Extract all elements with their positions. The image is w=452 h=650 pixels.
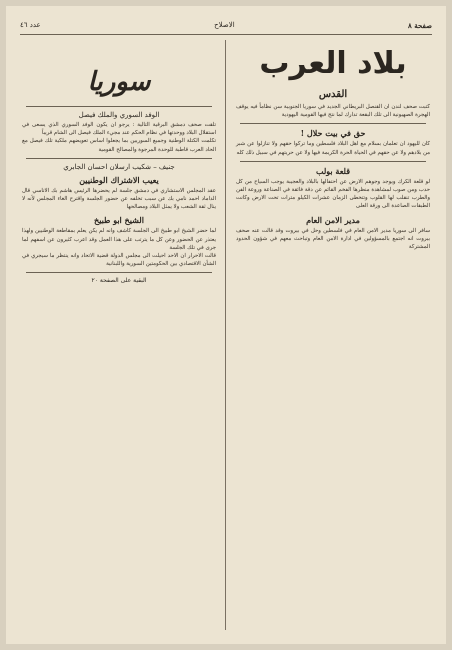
page-number: صفحة ٨ xyxy=(408,20,432,30)
article-paragraph: لما حضر الشيخ ابو طبيخ الى الجلسة كاشف وانه لم يكن يعلم بمقاطعة الوطنيين ولهذا يعتذر عن الحضور وعن كل ما يترتب على هذا العمل وقد اعرب كثيرون عن اسفهم لما جرى في تلك الجلسة xyxy=(22,228,216,251)
article-paragraph: عقد المجلس الاستشاري في دمشق جلسة لم يحضرها الرئيس هاشم بك الاتاسي قال الداماد احمد نامي بك عن سبب تخلفه عن حضور الجلسة واقترح الغاء المجلس لأنه لا ينال ثقة الشعب ولا يمثل البلاد ومصالحها xyxy=(22,187,216,211)
article-headline: الوفد السوري والملك فيصل xyxy=(78,111,160,119)
newspaper-page xyxy=(6,6,446,644)
article-paragraph: قالت الاحرار ان الاحد احيلت الى مجلس الدولة قضية الاتحاد وانه ينتظر ما سيجري في الشأن الاقتصادي بين الحكومتين السورية واللبنانية xyxy=(22,253,216,268)
article-headline: يعيب الاشتراك الوطنيين xyxy=(79,174,159,185)
section-title-quds: القدس xyxy=(318,89,348,100)
issue-number: عدد ٤٦ xyxy=(20,21,41,29)
column-divider xyxy=(225,40,226,630)
article-headline: مدير الامن العام xyxy=(306,214,360,225)
continued-note: البقية على الصفحة ٢٠ xyxy=(91,277,147,285)
masthead-bilad-alarab: بلاد العرب xyxy=(259,46,407,81)
article-headline: قلعة بولب xyxy=(315,165,351,176)
page-header xyxy=(20,16,432,35)
article-headline: جنيف – شكيب ارسلان احسان الجابري xyxy=(63,162,175,171)
paper-name: الاصلاح xyxy=(214,21,235,29)
left-column xyxy=(20,38,218,636)
article-paragraph: تلقت صحف دمشق البرقية التالية : يرجو ان يكون الوفد السوري الذي يسعى في استقلال البلاد ووحدتها في نظام الحكم عند مجيء الملك فيصل الى الشام قريباً xyxy=(22,122,216,137)
divider-rule xyxy=(240,123,426,124)
divider-rule xyxy=(26,272,212,273)
article-paragraph: لو قلعة الكرك ويوجد وجوهم الارض عن احتفالها بالبلاد والعجيبة يوجب السياح من كل حدب ومن صوب لمشاهدة منظرها الفخم القائم عن دقة فائقة في الصناعة وروعة الفن والطرب تنقلب لها القلوب وتتخطى الزمان عشرات الكيلو مترات تحت الارض وكانت الطبقات الصاعدة الى ورقة العلى xyxy=(236,178,430,210)
divider-rule xyxy=(26,158,212,159)
article-headline: حق في بيت حلال ! xyxy=(300,128,366,139)
article-paragraph: كان لليهود ان تعلمان بسلام مع اهل البلاد فلسطين وما تركوا حقهم ولا تنازلوا عن شبر من بلادهم ولا عن حقهم في الحياة الحرة الكريمة فيها ولا عن حريتهم في سبيل ذلك كله xyxy=(236,141,430,156)
article-paragraph: تكلمت الكتلة الوطنية وجميع السوريين بما يجعلوا اساس تعويضهم ملكية تلك فيصل مع الحاد العرب قاطبة للوحدة المرجوة والمصالح القومية xyxy=(22,138,216,153)
right-column xyxy=(234,38,432,636)
masthead-syria: سوريا xyxy=(87,67,151,97)
article-headline: الشيخ ابو طبيخ xyxy=(94,215,144,226)
article-paragraph: كتبت صحف لندن ان القنصل البريطاني الجديد في سوريا الجنوبية سن نظاماً فيه يوقف الهجرة الصهيونية الى تلك البقعة تدارك لما نتج فيها القومية اليهودية xyxy=(236,104,430,119)
divider-rule xyxy=(26,106,212,107)
article-paragraph: سافر الى سوريا مدير الامن العام في فلسطين وحل في بيروت وقد قالت عنه صحف بيروت انه اجتمع بالمسؤولين في ادارة الامن العام وتباحث معهم في شؤون الحدود المشتركة xyxy=(236,227,430,251)
divider-rule xyxy=(240,161,426,162)
